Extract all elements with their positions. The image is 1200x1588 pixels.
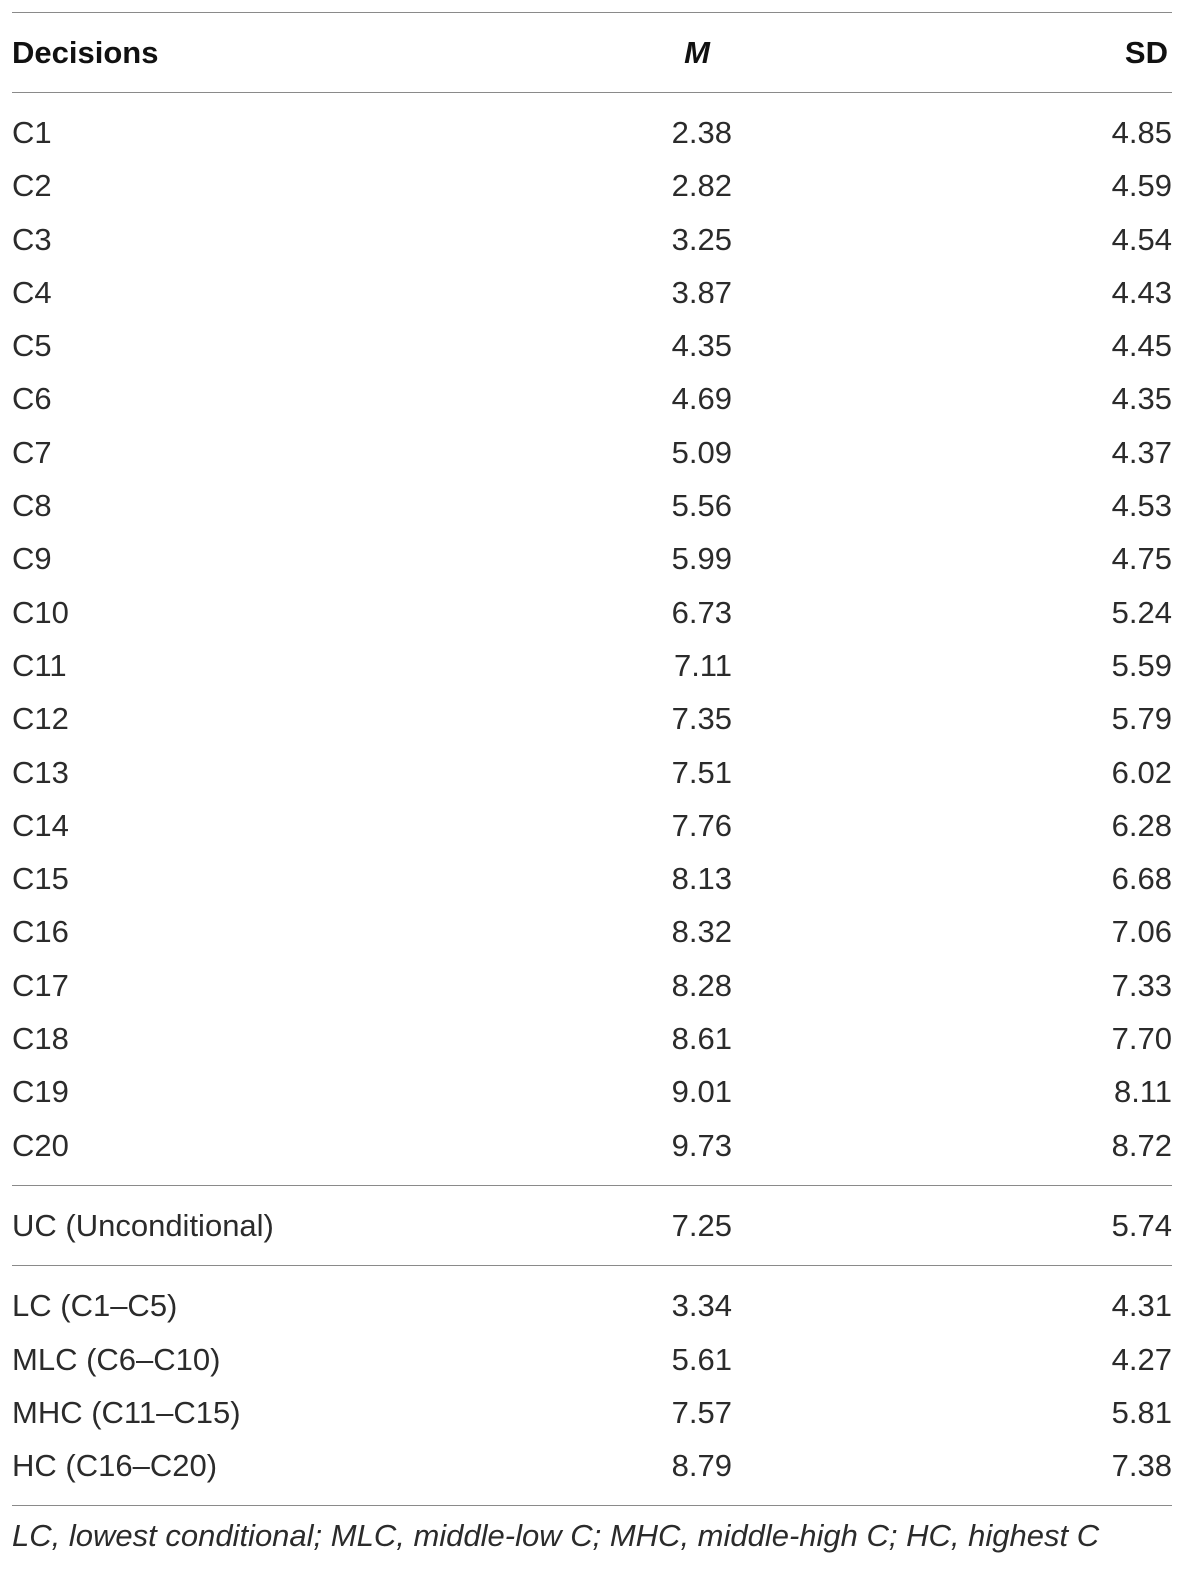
table-row-group xyxy=(12,1439,1172,1492)
table-row xyxy=(12,746,1172,799)
row-label: C7 xyxy=(12,434,52,470)
row-label: C17 xyxy=(12,967,69,1003)
table-row-unconditional xyxy=(12,1199,1172,1252)
row-label: HC (C16–C20) xyxy=(12,1448,218,1484)
table-row xyxy=(12,532,1172,585)
row-m: 9.73 xyxy=(671,1127,732,1163)
row-sd: 5.74 xyxy=(1111,1207,1172,1243)
table-row-group xyxy=(12,1279,1172,1332)
row-sd: 5.79 xyxy=(1111,701,1172,737)
row-m: 8.79 xyxy=(671,1448,732,1484)
row-m: 5.56 xyxy=(671,488,732,524)
table-row xyxy=(12,1012,1172,1065)
row-sd: 8.11 xyxy=(1113,1074,1172,1110)
row-m: 9.01 xyxy=(671,1074,732,1110)
row-m: 5.09 xyxy=(671,434,732,470)
row-sd: 4.45 xyxy=(1111,328,1172,364)
row-sd: 4.85 xyxy=(1111,115,1172,150)
row-label: C1 xyxy=(12,115,52,150)
row-sd: 6.28 xyxy=(1111,807,1172,843)
row-m: 7.11 xyxy=(673,647,732,683)
row-sd: 4.75 xyxy=(1111,541,1172,577)
table-row xyxy=(12,266,1172,319)
row-m: 6.73 xyxy=(671,594,732,630)
table-row xyxy=(12,692,1172,745)
table-row xyxy=(12,959,1172,1012)
conditional-rows xyxy=(12,93,1172,1185)
row-m: 7.35 xyxy=(671,701,732,737)
row-sd: 7.70 xyxy=(1111,1021,1172,1057)
table-footnote: LC, lowest conditional; MLC, middle-low C; MHC, middle-high C; HC, highest C xyxy=(12,1518,1100,1554)
table-row xyxy=(12,905,1172,958)
row-m: 3.34 xyxy=(671,1288,732,1324)
row-label: C11 xyxy=(12,647,67,683)
row-sd: 5.81 xyxy=(1111,1394,1172,1430)
row-sd: 4.43 xyxy=(1111,274,1172,310)
table-row-group xyxy=(12,1386,1172,1439)
row-sd: 4.54 xyxy=(1111,221,1172,257)
row-label: C12 xyxy=(12,701,69,737)
row-m: 8.13 xyxy=(671,861,732,897)
row-sd: 7.38 xyxy=(1111,1448,1172,1484)
row-m: 7.57 xyxy=(671,1394,732,1430)
row-sd: 6.68 xyxy=(1111,861,1172,897)
row-label: LC (C1–C5) xyxy=(12,1288,178,1324)
row-sd: 6.02 xyxy=(1111,754,1172,790)
table-row xyxy=(12,799,1172,852)
data-table xyxy=(12,12,1172,1566)
row-label: C10 xyxy=(12,594,69,630)
table-row xyxy=(12,1065,1172,1118)
row-label: C20 xyxy=(12,1127,69,1163)
row-label: C14 xyxy=(12,807,69,843)
row-label: C18 xyxy=(12,1021,69,1057)
table-row xyxy=(12,586,1172,639)
row-m: 8.61 xyxy=(671,1021,732,1057)
table-row xyxy=(12,159,1172,212)
row-label: MLC (C6–C10) xyxy=(12,1341,221,1377)
table-row xyxy=(12,319,1172,372)
table-row xyxy=(12,106,1172,159)
row-m: 8.32 xyxy=(671,914,732,950)
row-label: C16 xyxy=(12,914,69,950)
table-row xyxy=(12,372,1172,425)
row-sd: 5.59 xyxy=(1111,647,1172,683)
row-m: 3.87 xyxy=(671,274,732,310)
row-label: UC (Unconditional) xyxy=(12,1207,274,1243)
table-header-row xyxy=(12,13,1172,92)
row-sd: 4.59 xyxy=(1111,168,1172,204)
header-decisions: Decisions xyxy=(12,35,159,70)
row-label: C8 xyxy=(12,488,52,524)
row-m: 4.69 xyxy=(671,381,732,417)
row-m: 5.99 xyxy=(671,541,732,577)
row-sd: 8.72 xyxy=(1111,1127,1172,1163)
row-label: C6 xyxy=(12,381,52,417)
row-label: MHC (C11–C15) xyxy=(12,1394,241,1430)
row-m: 7.76 xyxy=(671,807,732,843)
row-m: 4.35 xyxy=(671,328,732,364)
row-sd: 4.37 xyxy=(1111,434,1172,470)
row-sd: 4.31 xyxy=(1111,1288,1172,1324)
row-sd: 5.24 xyxy=(1111,594,1172,630)
row-m: 2.82 xyxy=(671,168,732,204)
row-sd: 4.35 xyxy=(1111,381,1172,417)
row-m: 7.51 xyxy=(671,754,732,790)
row-label: C13 xyxy=(12,754,69,790)
table-row xyxy=(12,426,1172,479)
table-row-group xyxy=(12,1333,1172,1386)
row-label: C15 xyxy=(12,861,69,897)
row-m: 7.25 xyxy=(671,1207,732,1243)
header-m: M xyxy=(684,35,710,70)
row-sd: 7.06 xyxy=(1111,914,1172,950)
row-m: 8.28 xyxy=(671,967,732,1003)
row-label: C4 xyxy=(12,274,52,310)
header-sd: SD xyxy=(1124,35,1168,70)
row-label: C9 xyxy=(12,541,52,577)
row-m: 2.38 xyxy=(671,115,732,150)
table-row xyxy=(12,639,1172,692)
row-label: C19 xyxy=(12,1074,69,1110)
table-row xyxy=(12,1119,1172,1172)
row-sd: 7.33 xyxy=(1111,967,1172,1003)
row-label: C5 xyxy=(12,328,52,364)
row-sd: 4.53 xyxy=(1111,488,1172,524)
table-row xyxy=(12,213,1172,266)
row-m: 5.61 xyxy=(671,1341,732,1377)
grouped-rows xyxy=(12,1266,1172,1505)
row-m: 3.25 xyxy=(671,221,732,257)
table-row xyxy=(12,479,1172,532)
table-row xyxy=(12,852,1172,905)
row-label: C2 xyxy=(12,168,52,204)
unconditional-section xyxy=(12,1186,1172,1265)
row-sd: 4.27 xyxy=(1111,1341,1172,1377)
row-label: C3 xyxy=(12,221,52,257)
